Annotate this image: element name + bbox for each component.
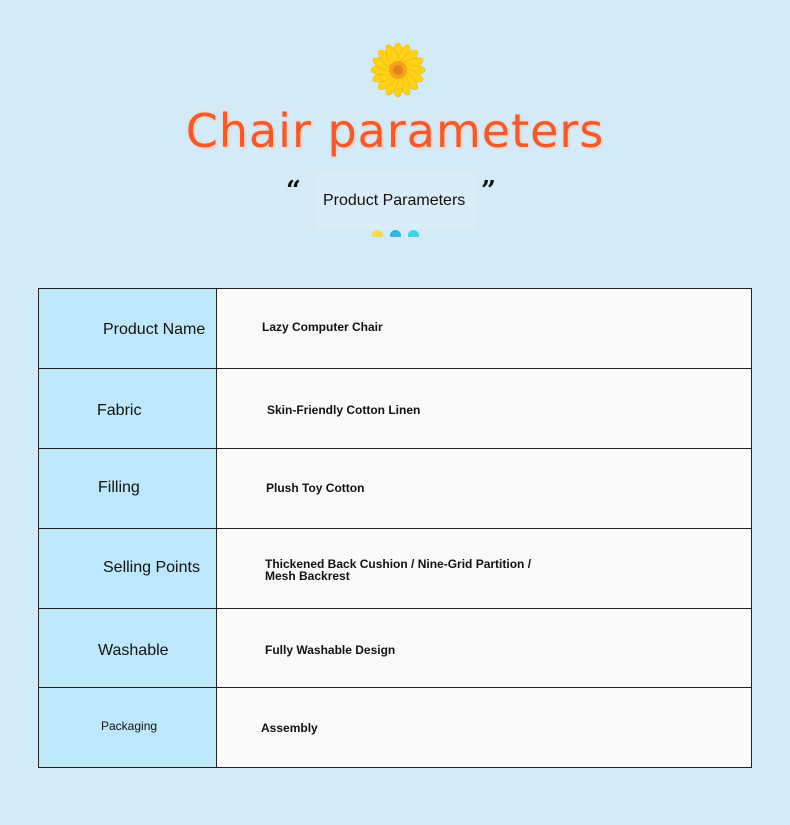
dots-mask — [364, 237, 434, 245]
page-title: Chair parameters — [185, 104, 605, 158]
table-row — [39, 688, 752, 768]
value-cell — [217, 688, 752, 768]
sunflower-icon — [370, 42, 426, 98]
close-quote-icon: ” — [481, 176, 496, 206]
row-label: Filling — [98, 479, 140, 496]
value-cell — [217, 609, 752, 688]
table-row — [39, 369, 752, 449]
row-label: Product Name — [103, 321, 206, 338]
value-cell — [217, 529, 752, 609]
open-quote-icon: “ — [286, 176, 301, 206]
row-value: Thickened Back Cushion / Nine-Grid Partition / Mesh Backrest — [265, 557, 532, 583]
row-value: Assembly — [261, 721, 318, 735]
row-label: Fabric — [97, 402, 142, 419]
value-cell — [217, 369, 752, 449]
table-row — [39, 529, 752, 609]
value-cell — [217, 289, 752, 369]
label-cell — [39, 609, 217, 688]
row-value: Skin-Friendly Cotton Linen — [267, 403, 421, 417]
label-cell — [39, 529, 217, 609]
subtitle-block — [286, 172, 502, 230]
label-cell — [39, 449, 217, 529]
row-label: Selling Points — [103, 559, 200, 576]
row-label: Packaging — [101, 719, 158, 733]
label-cell — [39, 369, 217, 449]
section-subtitle: Product Parameters — [323, 192, 466, 209]
subtitle-box — [316, 172, 476, 230]
row-value: Plush Toy Cotton — [266, 481, 365, 495]
label-cell — [39, 289, 217, 369]
value-cell — [217, 449, 752, 529]
row-value: Fully Washable Design — [265, 643, 396, 657]
table-row — [39, 449, 752, 529]
parameters-table — [38, 288, 752, 768]
table-row — [39, 289, 752, 369]
label-cell — [39, 688, 217, 768]
row-value: Lazy Computer Chair — [262, 320, 383, 334]
table-row — [39, 609, 752, 688]
row-label: Washable — [98, 642, 169, 659]
